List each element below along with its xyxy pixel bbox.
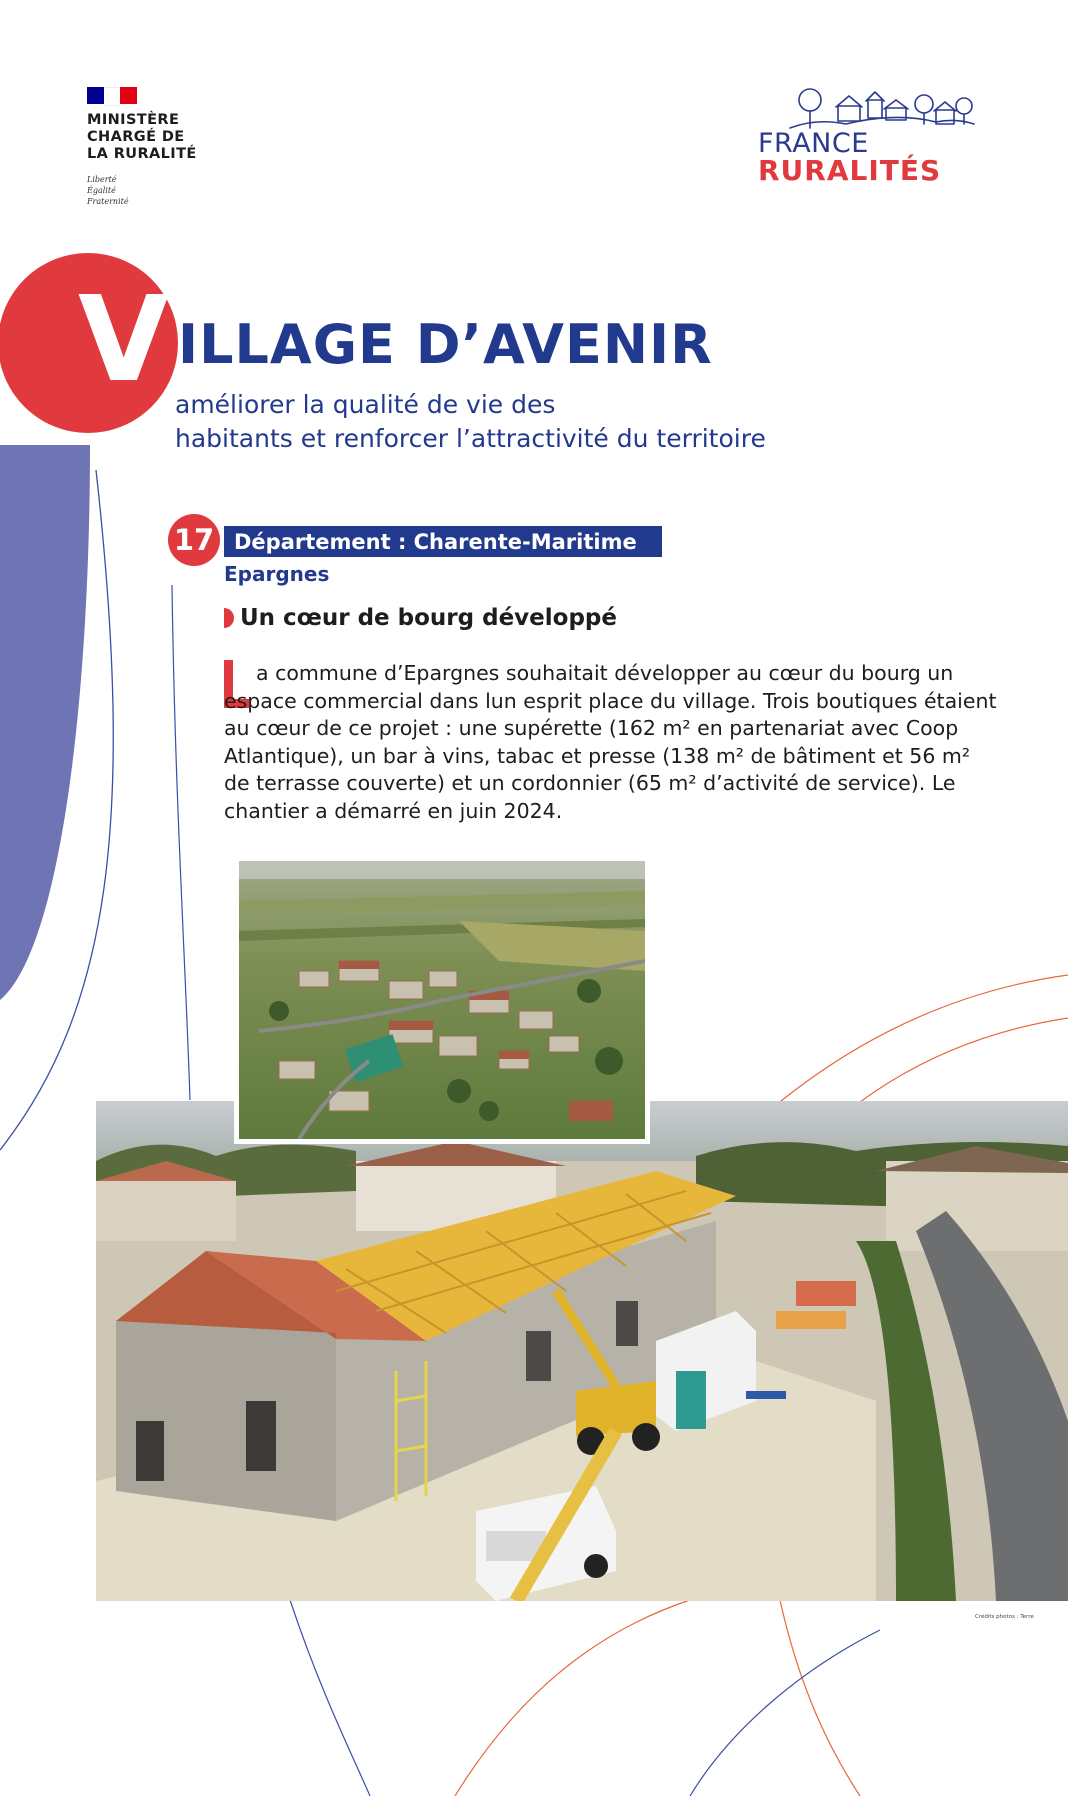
motto-fraternite: Fraternité	[87, 197, 129, 206]
ministry-line-1: MINISTÈRE	[87, 112, 180, 128]
logo-ruralites: RURALITÉS	[758, 154, 942, 187]
ministry-line-3: LA RURALITÉ	[87, 146, 197, 162]
commune-name: Epargnes	[224, 562, 330, 586]
republic-motto	[87, 174, 129, 207]
flag-blue-stripe	[87, 87, 104, 104]
orange-curve-1	[770, 975, 1068, 1110]
blue-curve-bottom-right	[690, 1630, 880, 1796]
lavender-band	[0, 445, 90, 1000]
ministry-line-2: CHARGÉ DE	[87, 129, 185, 145]
photo-credits: Crédits photos : Terre	[975, 1614, 1034, 1620]
subtitle-line-2: habitants et renforcer l’attractivité du territoire	[175, 424, 766, 453]
aerial-village-photo	[234, 856, 650, 1144]
department-number-badge: 17	[168, 514, 220, 566]
blue-thin-curve-right	[172, 585, 190, 1100]
page-subtitle	[175, 388, 1015, 456]
flag-red-stripe	[120, 87, 137, 104]
section-body: a commune d’Epargnes souhaitait développer au cœur du bourg un espace commercial dans lun esprit place du village. Trois boutiques étaient au cœur de ce projet : une supérette (162 m² en partenariat avec Coop Atlantique), un bar à vins, tabac et presse (138 m² de bâtiment et 56 m² de terrasse couverte) et un cordonnier (65 m² d’activité de service). Le chantier a démarré en juin 2024.	[224, 661, 997, 823]
orange-curve-3	[455, 1600, 690, 1796]
orange-curve-4	[780, 1600, 860, 1796]
motto-liberte: Liberté	[87, 175, 117, 184]
blue-thin-curve-bottom	[290, 1600, 370, 1796]
logo-france: FRANCE	[758, 128, 869, 159]
ministry-name	[87, 112, 197, 163]
headline-initial: V	[78, 270, 170, 408]
marianne-flag-icon	[87, 87, 137, 104]
motto-egalite: Égalité	[87, 186, 116, 195]
section-title: Un cœur de bourg développé	[240, 605, 617, 631]
department-label: Département : Charente-Maritime	[234, 530, 637, 554]
subtitle-line-1: améliorer la qualité de vie des	[175, 390, 556, 419]
page-title: ILLAGE D’AVENIR	[178, 313, 713, 376]
flag-white-stripe	[104, 87, 120, 106]
construction-site-photo	[96, 1101, 1068, 1601]
